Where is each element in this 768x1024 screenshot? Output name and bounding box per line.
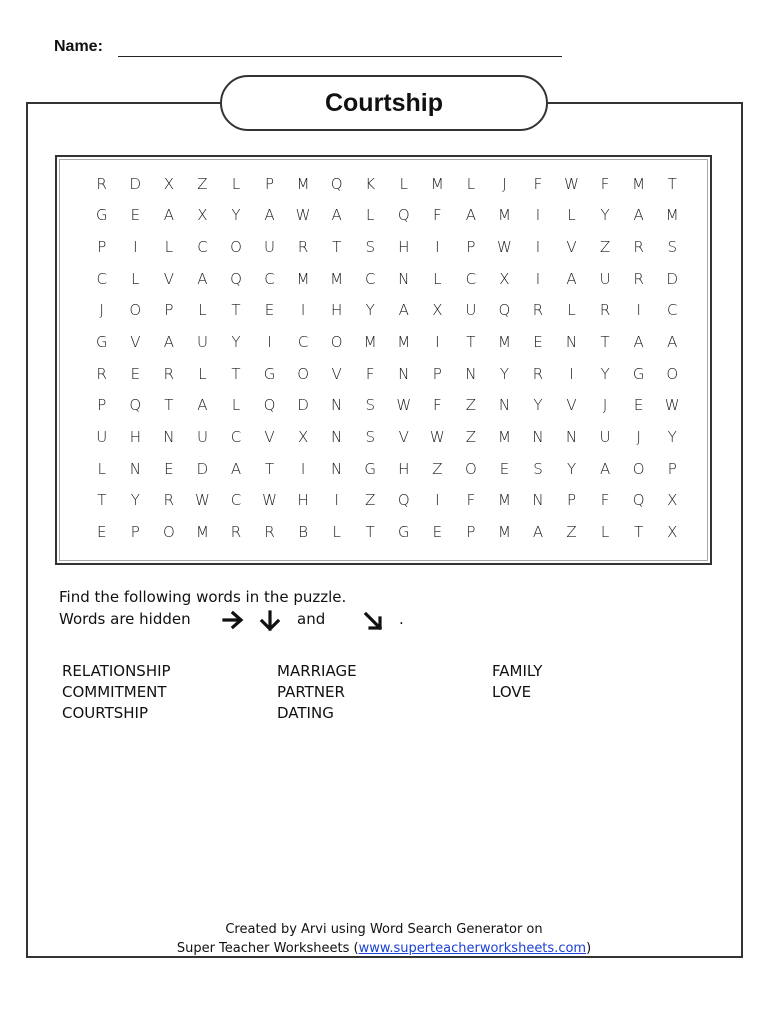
- grid-letter[interactable]: X: [499, 269, 510, 288]
- grid-letter[interactable]: R: [599, 301, 611, 320]
- grid-letter[interactable]: N: [398, 364, 410, 383]
- grid-letter[interactable]: Y: [365, 301, 375, 320]
- grid-letter[interactable]: S: [533, 459, 543, 478]
- word-list-item: LOVE: [492, 683, 532, 701]
- grid-letter[interactable]: C: [96, 269, 108, 288]
- grid-letter[interactable]: T: [365, 523, 375, 542]
- grid-letter[interactable]: K: [365, 174, 376, 193]
- arrow-right-icon: [221, 610, 245, 630]
- grid-letter[interactable]: I: [300, 301, 306, 320]
- grid-letter[interactable]: S: [667, 238, 677, 257]
- grid-letter[interactable]: N: [129, 459, 141, 478]
- footer-suffix: ): [586, 941, 592, 956]
- grid-letter[interactable]: Q: [230, 269, 242, 288]
- grid-letter[interactable]: M: [363, 333, 377, 352]
- grid-letter[interactable]: L: [567, 301, 576, 320]
- grid-letter[interactable]: U: [196, 428, 208, 447]
- grid-letter[interactable]: Q: [632, 491, 645, 510]
- word-list-item: COURTSHIP: [62, 704, 149, 722]
- grid-letter[interactable]: T: [634, 523, 644, 542]
- grid-letter[interactable]: A: [633, 333, 644, 352]
- grid-letter[interactable]: R: [230, 523, 242, 542]
- instructions-line-1: Find the following words in the puzzle.: [59, 588, 347, 606]
- grid-letter[interactable]: R: [633, 269, 644, 288]
- grid-letter[interactable]: Q: [397, 206, 410, 225]
- grid-letter[interactable]: O: [666, 364, 679, 383]
- grid-letter[interactable]: Z: [566, 523, 577, 542]
- grid-letter[interactable]: H: [129, 428, 141, 447]
- word-list-item: FAMILY: [492, 662, 543, 680]
- grid-letter[interactable]: N: [331, 459, 343, 478]
- grid-letter[interactable]: V: [264, 428, 275, 447]
- grid-letter[interactable]: I: [334, 491, 339, 510]
- grid-letter[interactable]: J: [602, 396, 608, 415]
- grid-letter[interactable]: P: [466, 523, 476, 542]
- grid-letter[interactable]: U: [264, 238, 276, 257]
- grid-letter[interactable]: X: [432, 301, 443, 320]
- instructions-and: and: [297, 610, 326, 628]
- grid-letter[interactable]: X: [297, 428, 309, 447]
- grid-letter[interactable]: L: [97, 459, 106, 478]
- grid-letter[interactable]: Z: [465, 428, 477, 447]
- grid-letter[interactable]: Y: [231, 333, 241, 352]
- grid-letter[interactable]: I: [267, 333, 272, 352]
- grid-letter[interactable]: S: [365, 428, 375, 447]
- grid-letter[interactable]: G: [95, 206, 108, 225]
- grid-letter[interactable]: B: [298, 523, 309, 542]
- grid-letter[interactable]: W: [564, 174, 579, 193]
- instructions-end: .: [399, 610, 404, 628]
- grid-letter[interactable]: N: [398, 269, 410, 288]
- grid-letter[interactable]: T: [600, 333, 610, 352]
- arrow-down-icon: [258, 610, 282, 632]
- grid-letter[interactable]: M: [665, 206, 679, 225]
- grid-letter[interactable]: A: [264, 206, 275, 225]
- grid-letter[interactable]: I: [636, 301, 641, 320]
- grid-letter[interactable]: N: [532, 428, 544, 447]
- grid-letter[interactable]: M: [497, 206, 511, 225]
- grid-letter[interactable]: Y: [130, 491, 140, 510]
- grid-letter[interactable]: P: [432, 364, 442, 383]
- grid-letter[interactable]: Y: [600, 364, 610, 383]
- grid-letter[interactable]: W: [396, 396, 412, 415]
- grid-letter[interactable]: V: [398, 428, 409, 447]
- grid-letter[interactable]: Y: [499, 364, 510, 383]
- grid-letter[interactable]: I: [535, 206, 541, 225]
- grid-letter[interactable]: W: [664, 396, 680, 415]
- grid-letter[interactable]: C: [230, 491, 242, 510]
- grid-letter[interactable]: M: [430, 174, 444, 193]
- page-title: Courtship: [324, 88, 444, 117]
- word-list-item: MARRIAGE: [277, 662, 357, 680]
- word-list-item: DATING: [277, 704, 334, 722]
- grid-letter[interactable]: F: [600, 491, 610, 510]
- grid-letter[interactable]: H: [398, 459, 410, 478]
- grid-letter[interactable]: X: [197, 206, 208, 225]
- grid-letter[interactable]: N: [565, 333, 578, 352]
- grid-letter[interactable]: Y: [231, 206, 241, 225]
- grid-letter[interactable]: T: [332, 238, 342, 257]
- title-banner: [220, 75, 548, 131]
- grid-letter[interactable]: L: [567, 206, 576, 225]
- grid-letter[interactable]: R: [163, 491, 175, 510]
- grid-letter[interactable]: A: [331, 206, 342, 225]
- grid-letter[interactable]: R: [96, 364, 107, 383]
- grid-letter[interactable]: N: [331, 428, 343, 447]
- grid-letter[interactable]: E: [499, 459, 510, 478]
- grid-letter[interactable]: N: [498, 396, 511, 415]
- grid-letter[interactable]: W: [195, 491, 210, 510]
- grid-letter[interactable]: W: [295, 206, 311, 225]
- grid-letter[interactable]: F: [533, 174, 543, 193]
- grid-letter[interactable]: A: [566, 269, 577, 288]
- grid-letter[interactable]: L: [366, 206, 375, 225]
- grid-letter[interactable]: R: [96, 174, 107, 193]
- instructions-prefix: Words are hidden: [59, 610, 191, 628]
- grid-letter[interactable]: U: [599, 269, 611, 288]
- grid-letter[interactable]: C: [230, 428, 242, 447]
- name-field[interactable]: [54, 38, 574, 62]
- grid-letter[interactable]: Q: [330, 174, 343, 193]
- instructions-line-2: [59, 608, 479, 632]
- grid-letter[interactable]: P: [567, 491, 577, 510]
- footer-prefix: Super Teacher Worksheets (: [176, 941, 359, 956]
- grid-letter[interactable]: A: [163, 333, 175, 352]
- grid-letter[interactable]: T: [97, 491, 107, 510]
- grid-letter[interactable]: X: [163, 174, 175, 193]
- grid-letter[interactable]: Z: [465, 396, 477, 415]
- word-search-grid: [85, 168, 689, 548]
- grid-letter[interactable]: Z: [365, 491, 376, 510]
- grid-letter[interactable]: T: [667, 174, 677, 193]
- grid-letter[interactable]: A: [197, 396, 208, 415]
- grid-letter[interactable]: G: [263, 364, 276, 383]
- footer-link[interactable]: www.superteacherworksheets.com: [358, 941, 587, 956]
- grid-letter[interactable]: P: [97, 396, 107, 415]
- grid-letter[interactable]: M: [296, 269, 310, 288]
- footer-credit: [0, 920, 768, 958]
- grid-letter[interactable]: L: [433, 269, 442, 288]
- grid-letter[interactable]: A: [633, 206, 644, 225]
- grid-letter[interactable]: Z: [197, 174, 208, 193]
- grid-letter[interactable]: Q: [263, 396, 276, 415]
- grid-letter[interactable]: O: [464, 459, 477, 478]
- grid-letter[interactable]: P: [130, 523, 140, 542]
- word-list-item: [492, 704, 622, 725]
- grid-letter[interactable]: M: [195, 523, 209, 542]
- grid-letter[interactable]: M: [497, 491, 511, 510]
- grid-letter[interactable]: F: [365, 364, 375, 383]
- grid-letter[interactable]: Y: [533, 396, 543, 415]
- name-label: Name:: [54, 38, 103, 55]
- grid-letter[interactable]: F: [600, 174, 610, 193]
- grid-letter[interactable]: N: [465, 364, 477, 383]
- grid-letter[interactable]: J: [99, 301, 104, 320]
- grid-letter[interactable]: D: [129, 174, 142, 193]
- grid-letter[interactable]: M: [330, 269, 344, 288]
- grid-letter[interactable]: G: [397, 523, 410, 542]
- grid-letter[interactable]: E: [130, 206, 141, 225]
- grid-letter[interactable]: N: [532, 491, 544, 510]
- grid-letter[interactable]: G: [364, 459, 377, 478]
- grid-letter[interactable]: C: [666, 301, 678, 320]
- name-underline[interactable]: [118, 56, 562, 57]
- grid-letter[interactable]: L: [466, 174, 476, 193]
- grid-letter[interactable]: P: [667, 459, 677, 478]
- grid-letter[interactable]: J: [502, 174, 507, 193]
- grid-letter[interactable]: Y: [566, 459, 577, 478]
- footer-line-1: Created by Arvi using Word Search Generator on: [225, 922, 543, 937]
- grid-letter[interactable]: L: [198, 301, 207, 320]
- grid-letter[interactable]: I: [435, 333, 440, 352]
- grid-letter[interactable]: C: [197, 238, 208, 257]
- grid-letter[interactable]: T: [466, 333, 476, 352]
- grid-letter[interactable]: M: [632, 174, 646, 193]
- grid-letter[interactable]: A: [163, 206, 175, 225]
- grid-letter[interactable]: J: [636, 428, 641, 447]
- grid-letter[interactable]: E: [130, 364, 141, 383]
- instructions: [59, 586, 479, 632]
- grid-letter[interactable]: E: [264, 301, 275, 320]
- grid-letter[interactable]: R: [532, 364, 544, 383]
- grid-letter[interactable]: D: [666, 269, 678, 288]
- grid-letter[interactable]: U: [196, 333, 208, 352]
- grid-letter[interactable]: N: [331, 396, 343, 415]
- grid-letter[interactable]: T: [231, 301, 241, 320]
- grid-letter[interactable]: A: [532, 523, 544, 542]
- grid-letter[interactable]: S: [365, 396, 375, 415]
- grid-letter[interactable]: V: [163, 269, 175, 288]
- grid-letter[interactable]: G: [632, 364, 645, 383]
- grid-letter[interactable]: Y: [667, 428, 677, 447]
- grid-letter[interactable]: M: [296, 174, 310, 193]
- grid-letter[interactable]: W: [429, 428, 445, 447]
- grid-letter[interactable]: T: [231, 364, 241, 383]
- grid-letter[interactable]: M: [497, 523, 511, 542]
- grid-letter[interactable]: F: [433, 396, 442, 415]
- grid-letter[interactable]: R: [633, 238, 644, 257]
- grid-letter[interactable]: L: [600, 523, 610, 542]
- grid-letter[interactable]: R: [297, 238, 309, 257]
- grid-letter[interactable]: V: [331, 364, 342, 383]
- grid-letter[interactable]: O: [330, 333, 343, 352]
- grid-letter[interactable]: D: [297, 396, 309, 415]
- grid-letter[interactable]: Z: [432, 459, 443, 478]
- grid-letter[interactable]: L: [332, 523, 341, 542]
- grid-letter[interactable]: X: [667, 491, 678, 510]
- grid-letter[interactable]: L: [399, 174, 408, 193]
- grid-letter[interactable]: G: [95, 333, 108, 352]
- grid-letter[interactable]: E: [164, 459, 174, 478]
- grid-letter[interactable]: F: [466, 491, 476, 510]
- grid-letter[interactable]: U: [96, 428, 108, 447]
- grid-letter[interactable]: V: [566, 396, 577, 415]
- grid-letter[interactable]: O: [162, 523, 175, 542]
- grid-letter[interactable]: N: [565, 428, 578, 447]
- grid-letter[interactable]: I: [535, 238, 541, 257]
- grid-letter[interactable]: C: [264, 269, 275, 288]
- grid-letter[interactable]: O: [230, 238, 242, 257]
- grid-letter[interactable]: H: [398, 238, 410, 257]
- grid-letter[interactable]: I: [535, 269, 541, 288]
- grid-letter[interactable]: R: [264, 523, 275, 542]
- grid-letter[interactable]: P: [164, 301, 174, 320]
- grid-letter[interactable]: Q: [129, 396, 142, 415]
- grid-letter[interactable]: W: [262, 491, 277, 510]
- grid-letter[interactable]: Q: [397, 491, 410, 510]
- grid-letter[interactable]: O: [632, 459, 645, 478]
- grid-letter[interactable]: W: [497, 238, 512, 257]
- grid-letter[interactable]: A: [230, 459, 242, 478]
- grid-letter[interactable]: P: [97, 238, 107, 257]
- grid-letter[interactable]: P: [265, 174, 275, 193]
- grid-letter[interactable]: L: [198, 364, 207, 383]
- grid-letter[interactable]: I: [133, 238, 138, 257]
- grid-letter[interactable]: H: [331, 301, 343, 320]
- grid-letter[interactable]: E: [633, 396, 644, 415]
- grid-letter[interactable]: L: [231, 396, 241, 415]
- grid-letter[interactable]: A: [667, 333, 678, 352]
- grid-letter[interactable]: Z: [599, 238, 611, 257]
- grid-letter[interactable]: C: [364, 269, 376, 288]
- grid-letter[interactable]: M: [497, 333, 511, 352]
- grid-letter[interactable]: H: [297, 491, 309, 510]
- grid-letter[interactable]: U: [465, 301, 477, 320]
- grid-letter[interactable]: I: [435, 238, 440, 257]
- grid-letter[interactable]: T: [164, 396, 174, 415]
- grid-letter[interactable]: I: [435, 491, 440, 510]
- grid-letter[interactable]: M: [497, 428, 511, 447]
- grid-letter[interactable]: D: [196, 459, 209, 478]
- grid-letter[interactable]: E: [97, 523, 107, 542]
- grid-letter[interactable]: M: [397, 333, 411, 352]
- grid-letter[interactable]: V: [130, 333, 141, 352]
- word-list-item: COMMITMENT: [62, 683, 167, 701]
- arrow-down-right-icon: [362, 610, 384, 632]
- grid-letter[interactable]: U: [599, 428, 611, 447]
- grid-letter[interactable]: R: [532, 301, 544, 320]
- grid-letter[interactable]: L: [131, 269, 140, 288]
- grid-letter[interactable]: Y: [600, 206, 610, 225]
- grid-letter[interactable]: P: [466, 238, 476, 257]
- word-list-item: RELATIONSHIP: [62, 662, 171, 680]
- grid-letter[interactable]: I: [569, 364, 574, 383]
- grid-letter[interactable]: A: [398, 301, 409, 320]
- word-list-item: PARTNER: [277, 683, 345, 701]
- grid-letter[interactable]: T: [264, 459, 275, 478]
- grid-letter[interactable]: A: [197, 269, 208, 288]
- grid-letter[interactable]: V: [566, 238, 577, 257]
- grid-letter[interactable]: O: [297, 364, 309, 383]
- grid-letter[interactable]: C: [297, 333, 309, 352]
- grid-letter[interactable]: A: [465, 206, 477, 225]
- grid-letter[interactable]: E: [533, 333, 543, 352]
- grid-letter[interactable]: Q: [498, 301, 511, 320]
- grid-letter[interactable]: X: [667, 523, 678, 542]
- grid-letter[interactable]: S: [365, 238, 375, 257]
- grid-letter[interactable]: O: [129, 301, 142, 320]
- grid-letter[interactable]: L: [231, 174, 241, 193]
- grid-letter[interactable]: A: [599, 459, 611, 478]
- grid-letter[interactable]: I: [300, 459, 306, 478]
- grid-letter[interactable]: R: [163, 364, 175, 383]
- grid-letter[interactable]: F: [433, 206, 442, 225]
- word-list: [62, 662, 622, 732]
- grid-letter[interactable]: L: [164, 238, 174, 257]
- grid-letter[interactable]: N: [163, 428, 175, 447]
- grid-letter[interactable]: E: [432, 523, 443, 542]
- grid-letter[interactable]: C: [465, 269, 477, 288]
- footer-line-2: [0, 939, 768, 958]
